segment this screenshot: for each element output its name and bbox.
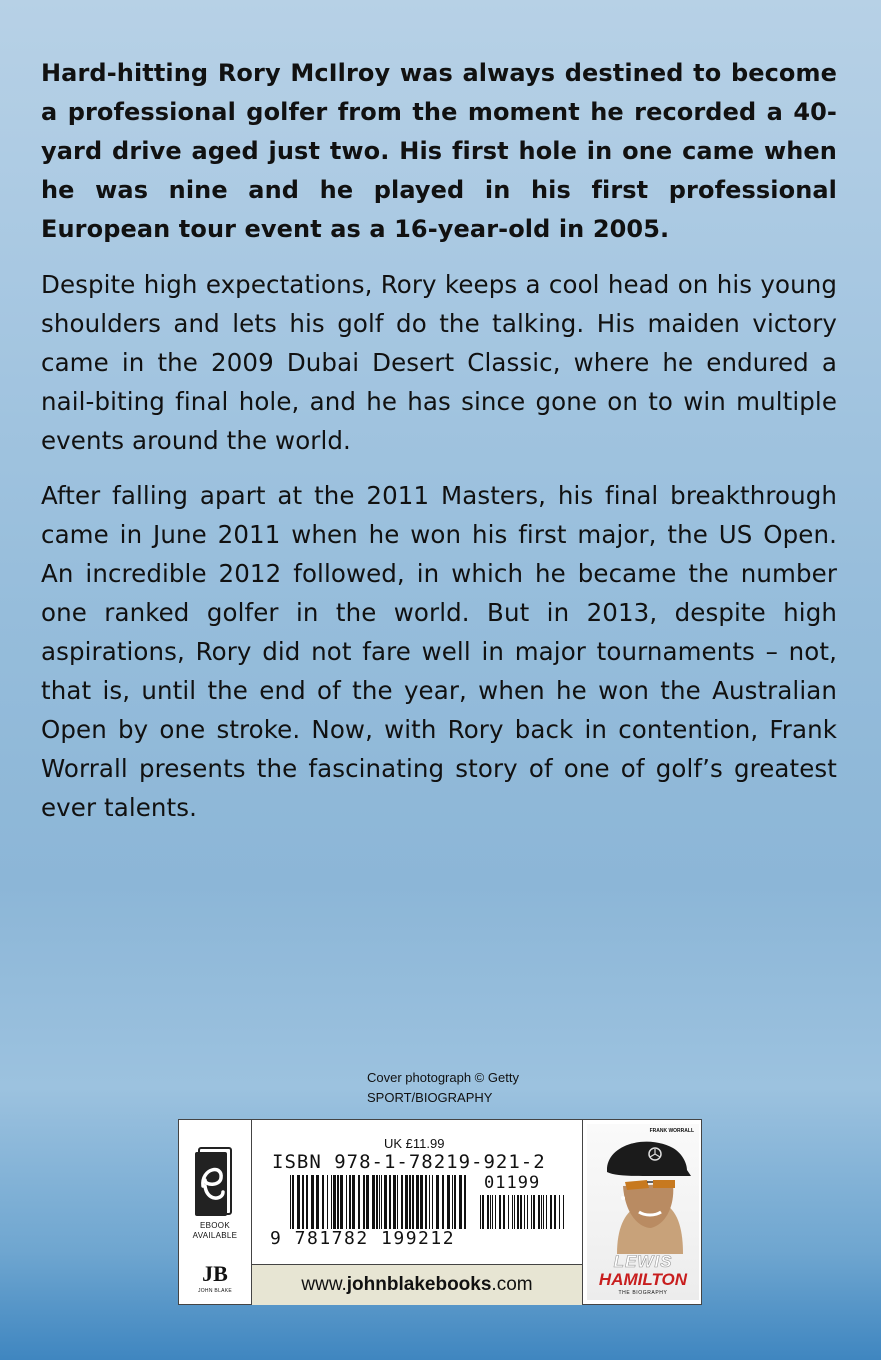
barcode-bar: [492, 1195, 493, 1229]
barcode-bar: [490, 1195, 491, 1229]
available-label: AVAILABLE: [192, 1231, 238, 1240]
photo-credit: Cover photograph © Getty: [367, 1070, 519, 1085]
barcode-bar: [432, 1175, 433, 1229]
url-suffix: .com: [491, 1274, 533, 1295]
barcode-bar: [302, 1175, 304, 1229]
blurb-paragraph-1: Hard-hitting Rory McIlroy was always destined to become a professional golfer from the moment he recorded a 40-yard drive aged just two. His first hole in one came when he was nine and he played in his first professional European tour event as a 16-year-old in 2005.: [41, 59, 837, 243]
barcode-bar: [436, 1175, 439, 1229]
barcode-bar: [381, 1175, 382, 1229]
barcode-bar: [538, 1195, 540, 1229]
barcode-bar: [322, 1175, 324, 1229]
barcode-bar: [358, 1175, 360, 1229]
barcode-bar: [514, 1195, 515, 1229]
publisher-name: JOHN BLAKE: [197, 1288, 233, 1294]
blurb-paragraph-2: Despite high expectations, Rory keeps a cool head on his young shoulders and lets his golf do the talking. His maiden victory came in the 2009 Dubai Desert Classic, where he endured a nail-biting final hole, and he has since gone on to win multiple events around the world.: [41, 270, 837, 455]
barcode-bar: [487, 1195, 489, 1229]
url-domain: johnblakebooks: [346, 1274, 492, 1295]
barcode-bar: [397, 1175, 398, 1229]
barcode-bar: [372, 1175, 375, 1229]
barcode-bar: [543, 1195, 544, 1229]
barcode-bar: [527, 1195, 528, 1229]
url-prefix: www.: [301, 1274, 347, 1295]
barcode-bar: [366, 1175, 369, 1229]
barcode-bar: [290, 1175, 291, 1229]
barcode-bar: [401, 1175, 403, 1229]
cover-title-first: LEWIS: [613, 1252, 673, 1271]
cover-thumbnail: [587, 1124, 699, 1300]
addon-code: 01199: [484, 1173, 541, 1193]
barcode-main: [288, 1175, 468, 1229]
ebook-logo-column: [179, 1120, 252, 1304]
isbn-number: ISBN 978-1-78219-921-2: [272, 1151, 546, 1173]
barcode-bar: [447, 1175, 450, 1229]
website-url: [252, 1264, 582, 1305]
barcode-bar: [541, 1195, 542, 1229]
ebook-label: EBOOK: [200, 1221, 230, 1230]
barcode-bar: [376, 1175, 378, 1229]
advert-book-cover: [582, 1120, 702, 1304]
barcode-bar: [420, 1175, 423, 1229]
cover-title-last: HAMILTON: [598, 1270, 688, 1289]
barcode-bar: [480, 1195, 481, 1229]
barcode-bar: [459, 1175, 462, 1229]
barcode-bar: [340, 1175, 343, 1229]
barcode-bar: [495, 1195, 496, 1229]
ean-number: 9 781782 199212: [270, 1228, 456, 1249]
isbn-column: [252, 1120, 582, 1304]
price-label: UK £11.99: [384, 1136, 445, 1151]
barcode-bar: [531, 1195, 532, 1229]
barcode-bar: [512, 1195, 513, 1229]
barcode-bar: [346, 1175, 347, 1229]
barcode-bar: [384, 1175, 387, 1229]
barcode-bar: [349, 1175, 351, 1229]
ebook-icon: [193, 1146, 235, 1218]
cover-subtitle: THE BIOGRAPHY: [618, 1290, 668, 1296]
credits: [367, 1068, 519, 1108]
barcode-bar: [452, 1175, 453, 1229]
barcode-bar: [454, 1175, 456, 1229]
publisher-logo: JB: [202, 1261, 228, 1286]
barcode-bar: [393, 1175, 396, 1229]
barcode-bar: [482, 1195, 484, 1229]
barcode-bar: [503, 1195, 505, 1229]
barcode-panel: [178, 1119, 702, 1305]
barcode-bar: [311, 1175, 314, 1229]
barcode-bar: [508, 1195, 509, 1229]
barcode-bar: [416, 1175, 419, 1229]
barcode-bar: [429, 1175, 430, 1229]
barcode-addon: [478, 1195, 566, 1229]
blurb: [41, 54, 837, 843]
barcode-bar: [412, 1175, 414, 1229]
barcode-bar: [442, 1175, 444, 1229]
barcode-bar: [405, 1175, 408, 1229]
barcode-bar: [389, 1175, 391, 1229]
cover-author: FRANK WORRALL: [649, 1128, 694, 1134]
ebook-available-label: [179, 1221, 251, 1241]
barcode-bar: [297, 1175, 300, 1229]
barcode-bar: [333, 1175, 336, 1229]
barcode-bar: [533, 1195, 535, 1229]
barcode-bar: [409, 1175, 411, 1229]
barcode-bar: [563, 1195, 564, 1229]
barcode-bar: [464, 1175, 466, 1229]
barcode-bar: [517, 1195, 519, 1229]
barcode-bar: [352, 1175, 355, 1229]
barcode-bar: [554, 1195, 556, 1229]
category-label: SPORT/BIOGRAPHY: [367, 1090, 493, 1105]
barcode-bar: [524, 1195, 525, 1229]
barcode-bar: [337, 1175, 339, 1229]
barcode-bar: [316, 1175, 319, 1229]
barcode-bar: [379, 1175, 380, 1229]
portrait-image: [587, 1124, 699, 1254]
barcode-bar: [292, 1175, 294, 1229]
barcode-bar: [363, 1175, 365, 1229]
barcode-bar: [327, 1175, 328, 1229]
barcode-bar: [559, 1195, 560, 1229]
barcode-bar: [520, 1195, 522, 1229]
barcode-bar: [499, 1195, 501, 1229]
blurb-paragraph-3: After falling apart at the 2011 Masters, his final breakthrough came in June 2011 when he won his first major, the US Open. An incredible 2012 followed, in which he became the number one ranked golfer in the world. But in 2013, despite high aspirations, Rory did not fare well in major tournaments – not, that is, until the end of the year, when he won the Australian Open by one stroke. Now, with Rory back in contention, Frank Worrall presents the fascinating story of one of golf’s greatest ever talents.: [41, 481, 837, 822]
barcode-bar: [331, 1175, 332, 1229]
barcode-bar: [550, 1195, 552, 1229]
barcode-bar: [546, 1195, 547, 1229]
barcode-bar: [425, 1175, 427, 1229]
barcode-bar: [306, 1175, 308, 1229]
